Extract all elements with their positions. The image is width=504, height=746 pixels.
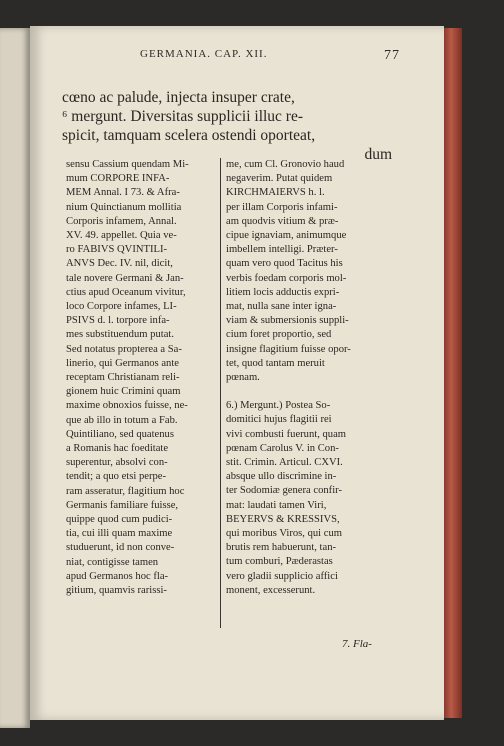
text-line: apud Germanos hoc fla- (66, 570, 169, 582)
text-line: quam vero quod Tacitus his (226, 258, 343, 270)
text-line: BEYERVS & KRESSIVS, (226, 513, 340, 525)
text-line: a Romanis hac foeditate (66, 443, 169, 455)
text-line: negaverim. Putat quidem (226, 173, 333, 185)
text-line: Corporis infamem, Annal. (66, 215, 177, 227)
text-line: ro FABIVS QVINTILI- (66, 244, 168, 256)
text-line: monent, excesserunt. (226, 584, 316, 596)
text-line: cium foret proportio, sed (226, 329, 332, 341)
text-line: gionem huic Crimini quam (66, 386, 181, 398)
text-line: receptam Christianam reli- (66, 372, 180, 384)
text-line: imbellem intelligi. Præter- (226, 244, 338, 256)
text-line: MEM Annal. I 73. & Afra- (66, 187, 180, 199)
text-line: superentur, absolvi con- (66, 457, 168, 469)
text-line: me, cum Cl. Gronovio haud (226, 159, 345, 170)
footnote-6 (226, 399, 386, 598)
text-line: sensu Cassium quendam Mi- (66, 159, 189, 170)
text-line: niat, contigisse tamen (66, 556, 159, 568)
text-line: stit. Crimin. Articul. CXVI. (226, 457, 343, 469)
column-divider (220, 158, 221, 628)
page-number: 77 (384, 48, 400, 63)
text-line: linerio, qui Germanos ante (66, 357, 179, 369)
text-line: insigne flagitium fuisse opor- (226, 343, 351, 355)
text-line: per illam Corporis infami- (226, 201, 338, 213)
text-line: vivi combusti fuerunt, quam (226, 428, 347, 440)
main-text (62, 88, 392, 164)
text-line: Quintiliano, sed quatenus (66, 428, 174, 440)
text-line: gitium, quamvis rarissi- (66, 585, 167, 597)
text-line: studuerunt, id non conve- (66, 542, 175, 554)
text-line: domitici hujus flagitii rei (226, 414, 332, 426)
footnote-5-continued (226, 158, 386, 385)
text-line: quippe quod cum pudici- (66, 514, 173, 526)
text-line: absque ullo discrimine in- (226, 471, 337, 483)
text-line: ter Sodomiæ genera confir- (226, 485, 342, 497)
main-line: dum (364, 146, 392, 163)
text-line: mes substituendum putat. (66, 329, 174, 341)
text-line: Sed notatus propterea a Sa- (66, 343, 182, 355)
text-line: viam & submersionis suppli- (226, 315, 349, 327)
text-line: litiem locis adductis expri- (226, 286, 340, 298)
text-line: tet, quod tantam meruit (226, 357, 325, 369)
text-line: XV. 49. appellet. Quia ve- (66, 230, 177, 242)
text-line: tum comburi, Pæderastas (226, 556, 333, 568)
text-line: mat, nulla sane inter igna- (226, 301, 337, 313)
text-line: ram asseratur, flagitium hoc (66, 485, 185, 497)
text-line: maxime obnoxios fuisse, ne- (66, 400, 188, 412)
text-line: verbis foedam corporis mol- (226, 272, 347, 284)
main-line: spicit, tamquam scelera ostendi oporteat, (62, 127, 316, 144)
text-line: loco Corpore infames, LI- (66, 301, 177, 313)
text-line: que ab illo in totum a Fab. (66, 414, 178, 426)
text-line: pœnam Carolus V. in Con- (226, 442, 339, 454)
text-line: pœnam. (226, 372, 260, 384)
footnote-right-column (226, 158, 386, 598)
text-line: brutis rem habuerunt, tan- (226, 542, 337, 554)
text-line: vero gladii supplicio affici (226, 570, 338, 582)
running-head-title: GERMANIA. CAP. XII. (140, 48, 268, 60)
text-line: nium Quinctianum mollitia (66, 201, 182, 213)
catchword: 7. Fla- (342, 638, 372, 650)
text-line: mum CORPORE INFA- (66, 173, 170, 185)
main-line: ⁶ mergunt. Diversitas supplicii illuc re- (62, 108, 304, 125)
text-line: tale novere Germani & Jan- (66, 272, 184, 284)
facing-page (0, 28, 30, 728)
text-line: qui moribus Viros, qui cum (226, 528, 342, 540)
text-line: KIRCHMAIERVS h. l. (226, 187, 325, 199)
text-line: PSIVS d. l. torpore infa- (66, 315, 170, 327)
text-line: mat: laudati tamen Viri, (226, 499, 327, 511)
main-line: cœno ac palude, injecta insuper crate, (62, 89, 295, 106)
text-line: tia, cui illi quam maxime (66, 528, 173, 540)
text-line: cipue ignaviam, animumque (226, 230, 347, 242)
text-line: ANVS Dec. IV. nil, dicit, (66, 258, 173, 270)
footnote-left-column (66, 158, 216, 598)
text-line: ctius apud Oceanum vivitur, (66, 286, 186, 298)
text-line: tendit; a quo etsi perpe- (66, 471, 167, 483)
text-line: am quodvis vitium & præ- (226, 215, 339, 227)
text-line: Germanis familiare fuisse, (66, 499, 179, 511)
text-line: 6.) Mergunt.) Postea So- (226, 400, 331, 412)
page-edge (444, 28, 462, 718)
